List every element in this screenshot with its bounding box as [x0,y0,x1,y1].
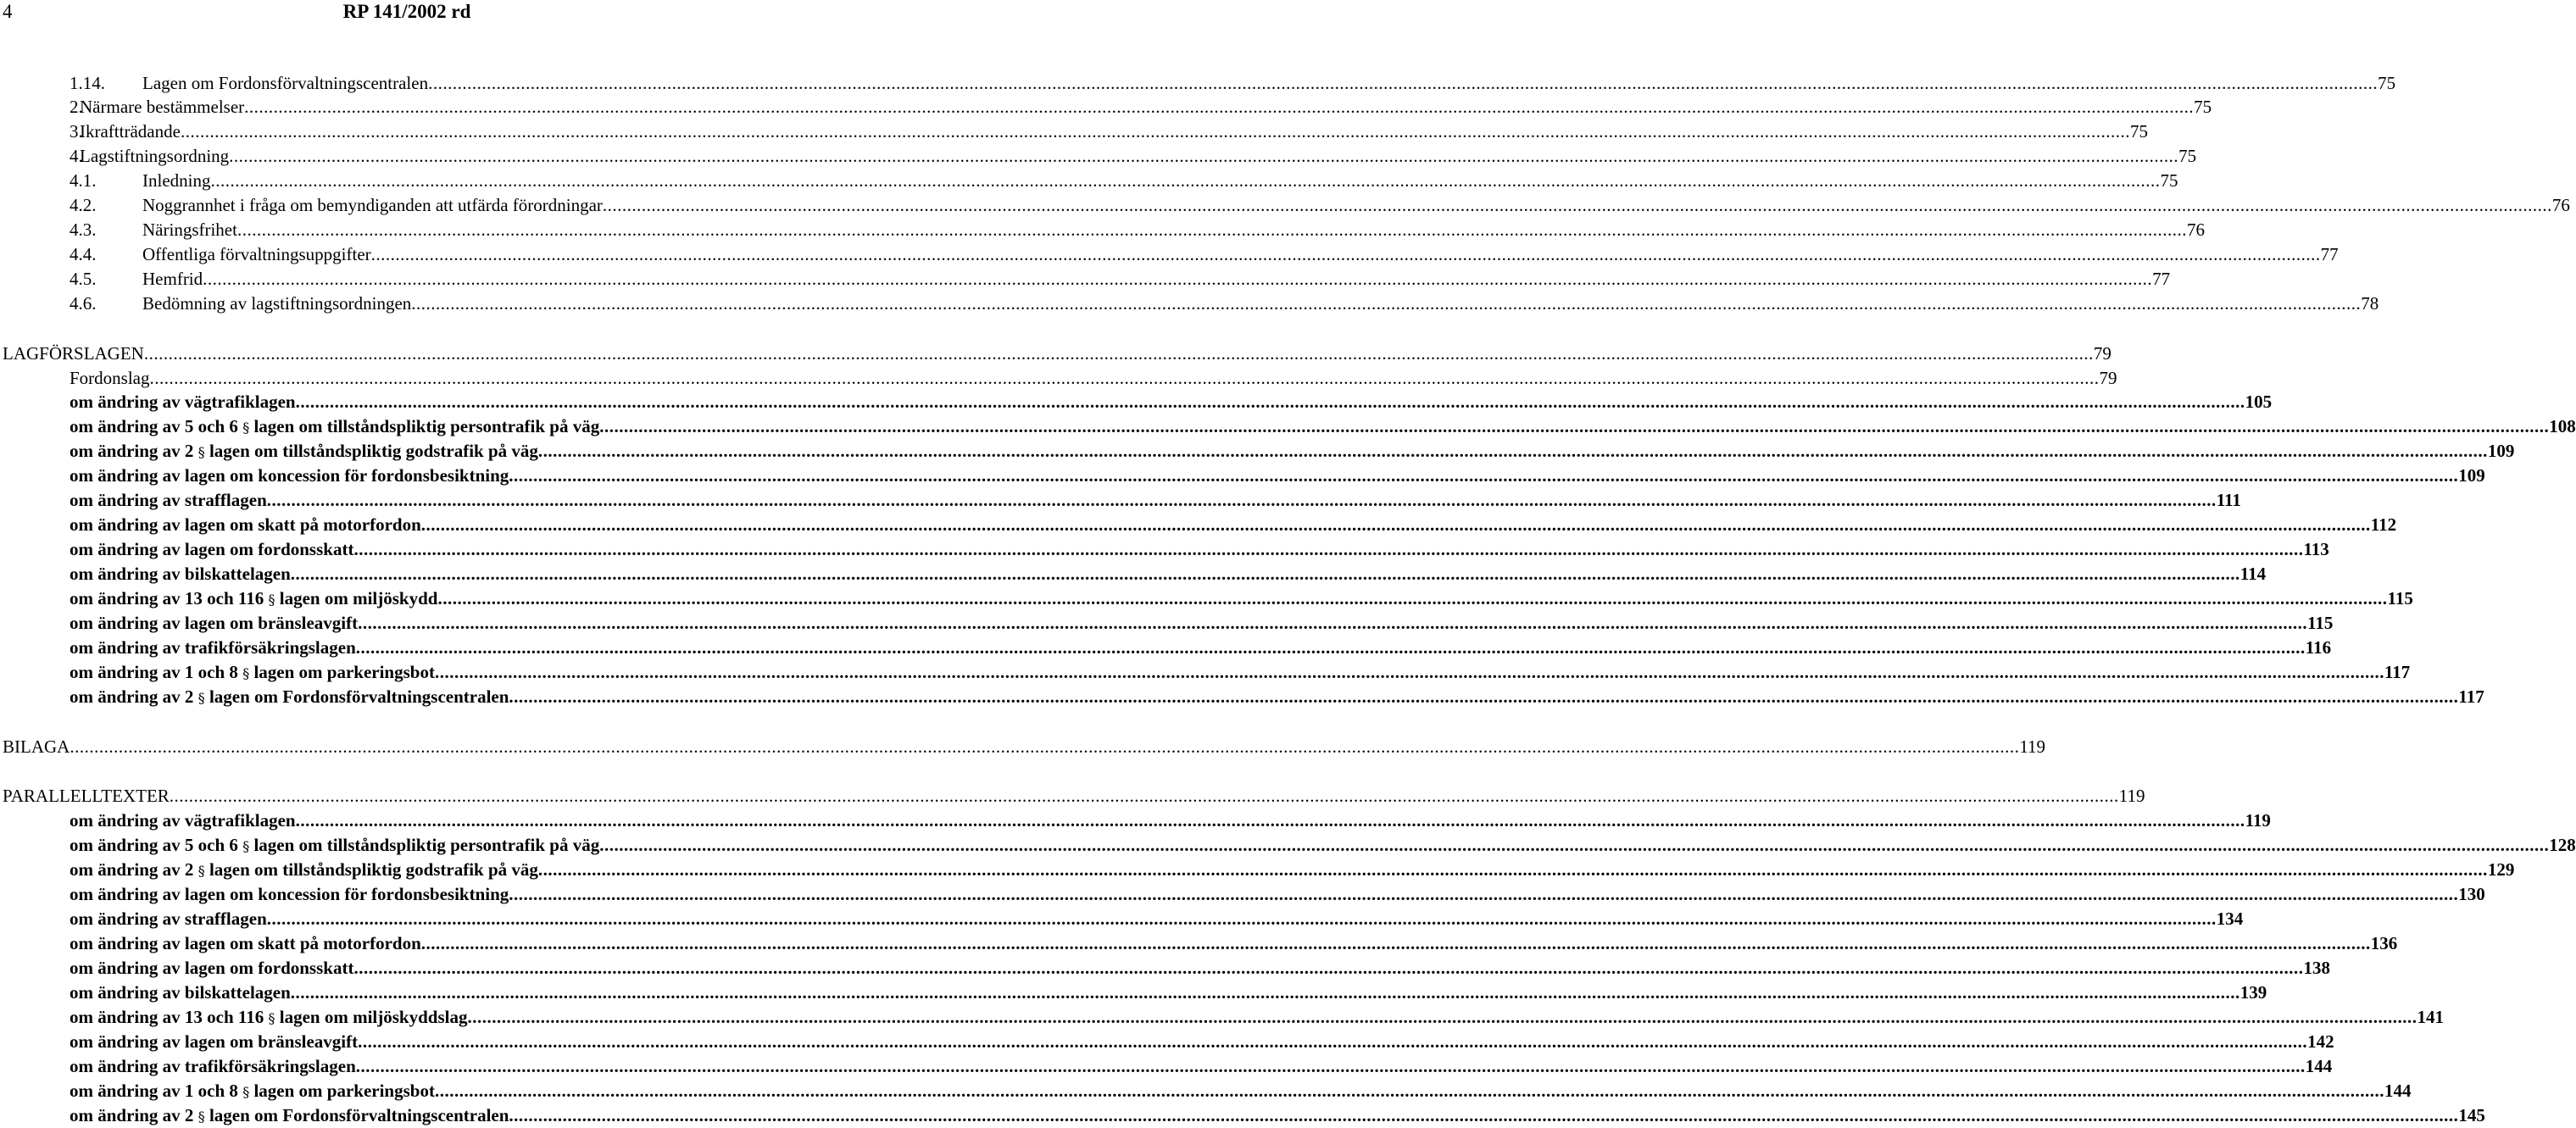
toc-entry[interactable] [70,1104,2485,1126]
toc-entry-title: Lagstiftningsordning [80,146,230,166]
toc-entry[interactable] [70,1055,2333,1077]
toc-entry-title: om ändring av 2 § lagen om tillståndspliktig godstrafik på väg [70,859,538,880]
toc-entry-title: om ändring av 2 § lagen om Fordonsförvaltningscentralen [70,686,509,707]
toc-entry-title: Fordonslag [70,368,150,388]
toc-entry[interactable] [70,464,2485,486]
toc-leader-dots: ................................................................................................................................................................................................................................................................................................................................................................................................................ [420,933,2371,953]
toc-entry[interactable] [3,342,2111,364]
toc-entry-title: om ändring av trafikförsäkringslagen [70,1056,356,1076]
toc-leader-dots: ................................................................................................................................................................................................................................................................................................................................................................................................................ [353,958,2304,978]
toc-entry-title: om ändring av 13 och 116 § lagen om miljöskydd [70,588,438,608]
toc-page-number: 119 [2245,810,2271,831]
toc-entry[interactable] [70,686,2484,708]
toc-page-number: 75 [2194,97,2212,117]
toc-leader-dots: ................................................................................................................................................................................................................................................................................................................................................................................................................ [295,392,2245,412]
toc-page-number: 119 [2118,786,2145,806]
toc-page-number: 134 [2216,909,2244,929]
page-number: 4 [3,1,13,22]
toc-page-number: 109 [2487,441,2515,461]
toc-page-number: 76 [2186,219,2205,240]
toc-leader-dots: ................................................................................................................................................................................................................................................................................................................................................................................................................ [180,121,2130,142]
toc-entry-title: om ändring av 2 § lagen om Fordonsförvaltningscentralen [70,1105,509,1125]
toc-entry[interactable] [70,538,2329,560]
toc-entry-title: om ändring av lagen om fordonsskatt [70,958,354,978]
toc-page-number: 79 [2093,343,2111,364]
toc-section-number: 4.6. [70,293,97,314]
toc-entry[interactable] [70,612,2334,634]
toc-leader-dots: ................................................................................................................................................................................................................................................................................................................................................................................................................ [290,982,2240,1003]
toc-entry-title: om ändring av lagen om skatt på motorfordon [70,514,421,535]
toc-page-number: 116 [2305,637,2332,658]
toc-leader-dots: ................................................................................................................................................................................................................................................................................................................................................................................................................ [602,195,2552,215]
toc-entry[interactable] [3,736,2046,758]
toc-entry[interactable] [70,661,2411,683]
toc-entry[interactable] [70,587,2413,609]
toc-leader-dots: ................................................................................................................................................................................................................................................................................................................................................................................................................ [467,1007,2417,1027]
toc-entry-title: BILAGA [3,736,70,757]
toc-entry-title: Närmare bestämmelser [80,97,245,117]
toc-leader-dots: ................................................................................................................................................................................................................................................................................................................................................................................................................ [353,539,2304,559]
toc-entry-title: Noggrannhet i fråga om bemyndiganden att utfärda förordningar [142,195,603,215]
toc-entry[interactable] [70,391,2273,413]
toc-entry[interactable] [70,514,2397,536]
toc-leader-dots: ................................................................................................................................................................................................................................................................................................................................................................................................................ [509,686,2459,707]
toc-entry-title: Lagen om Fordonsförvaltningscentralen [142,73,429,93]
toc-leader-dots: ................................................................................................................................................................................................................................................................................................................................................................................................................ [434,1081,2384,1101]
toc-leader-dots: ................................................................................................................................................................................................................................................................................................................................................................................................................ [509,465,2459,486]
toc-leader-dots: ................................................................................................................................................................................................................................................................................................................................................................................................................ [236,219,2187,240]
toc-entry-title: om ändring av lagen om bränsleavgift [70,613,359,633]
toc-page-number: 75 [2129,121,2148,142]
toc-page-number: 78 [2361,293,2379,314]
toc-leader-dots: ................................................................................................................................................................................................................................................................................................................................................................................................................ [428,73,2378,93]
toc-entry[interactable] [70,809,2271,831]
toc-leader-dots: ................................................................................................................................................................................................................................................................................................................................................................................................................ [295,810,2245,831]
toc-page-number: 130 [2458,884,2485,904]
toc-page-number: 79 [2099,368,2117,388]
toc-page-number: 114 [2239,564,2267,584]
toc-entry[interactable] [70,1031,2334,1053]
toc-leader-dots: ................................................................................................................................................................................................................................................................................................................................................................................................................ [509,884,2459,904]
toc-leader-dots: ................................................................................................................................................................................................................................................................................................................................................................................................................ [149,368,2100,388]
toc-section-number: 4.4. [70,244,97,264]
toc-entry-title: om ändring av 2 § lagen om tillståndspliktig godstrafik på väg [70,441,538,461]
toc-page-number: 141 [2417,1007,2444,1027]
toc-entry-title: PARALLELLTEXTER [3,786,170,806]
toc-page-number: 113 [2303,539,2329,559]
toc-leader-dots: ................................................................................................................................................................................................................................................................................................................................................................................................................ [537,859,2488,880]
toc-entry-title: Hemfrid [142,269,203,289]
toc-entry[interactable] [70,243,2339,265]
toc-entry[interactable] [70,908,2244,930]
toc-entry-title: om ändring av bilskattelagen [70,982,291,1003]
toc-leader-dots: ................................................................................................................................................................................................................................................................................................................................................................................................................ [370,244,2321,264]
toc-entry-title: om ändring av 1 och 8 § lagen om parkeringsbot [70,662,435,682]
toc-leader-dots: ................................................................................................................................................................................................................................................................................................................................................................................................................ [266,909,2217,929]
toc-entry[interactable] [70,1080,2412,1102]
toc-leader-dots: ................................................................................................................................................................................................................................................................................................................................................................................................................ [537,441,2488,461]
toc-entry-title: Inledning [142,170,211,191]
toc-entry[interactable] [70,72,2396,94]
toc-leader-dots: ................................................................................................................................................................................................................................................................................................................................................................................................................ [355,1056,2306,1076]
toc-entry[interactable] [70,440,2515,462]
toc-page-number: 75 [2378,73,2396,93]
toc-entry-title: om ändring av lagen om bränsleavgift [70,1031,359,1052]
toc-entry[interactable] [70,367,2117,389]
toc-entry[interactable] [70,883,2485,905]
toc-entry-title: om ändring av bilskattelagen [70,564,291,584]
toc-entry-title: Bedömning av lagstiftningsordningen [142,293,412,314]
toc-entry[interactable] [70,1006,2444,1028]
toc-leader-dots: ................................................................................................................................................................................................................................................................................................................................................................................................................ [358,1031,2308,1052]
toc-entry[interactable] [70,219,2205,241]
toc-entry-title: om ändring av lagen om koncession för fordonsbesiktning [70,884,509,904]
toc-entry[interactable] [70,957,2330,979]
toc-page-number: 117 [2384,662,2411,682]
toc-page-number: 77 [2152,269,2171,289]
toc-entry-title: om ändring av strafflagen [70,490,267,510]
toc-entry[interactable]: 3. Ikraftträdande ................................................................................................................................................................................................................................................................................................................................................................................................................ 75 [70,121,2148,142]
toc-entry[interactable] [70,834,2576,856]
toc-leader-dots: ................................................................................................................................................................................................................................................................................................................................................................................................................ [229,146,2179,166]
toc-entry[interactable]: 2. Närmare bestämmelser ................................................................................................................................................................................................................................................................................................................................................................................................................ 75 [70,97,2212,117]
toc-page-number: 75 [2160,170,2178,191]
toc-entry-title: om ändring av 13 och 116 § lagen om miljöskyddslag [70,1007,468,1027]
toc-page-number: 76 [2551,195,2570,215]
toc-leader-dots: ................................................................................................................................................................................................................................................................................................................................................................................................................ [420,514,2371,535]
toc-leader-dots: ................................................................................................................................................................................................................................................................................................................................................................................................................ [599,416,2550,436]
toc-entry-title: om ändring av 5 och 6 § lagen om tillståndspliktig persontrafik på väg [70,416,600,436]
toc-leader-dots: ................................................................................................................................................................................................................................................................................................................................................................................................................ [509,1105,2459,1125]
toc-entry-title: om ändring av trafikförsäkringslagen [70,637,356,658]
toc-page-number: 108 [2549,416,2576,436]
toc-leader-dots: ................................................................................................................................................................................................................................................................................................................................................................................................................ [290,564,2240,584]
toc-entry-title: om ändring av vägtrafiklagen [70,392,296,412]
toc-entry[interactable] [70,268,2171,290]
toc-leader-dots: ................................................................................................................................................................................................................................................................................................................................................................................................................ [210,170,2161,191]
toc-entry-title: om ändring av lagen om skatt på motorfordon [70,933,421,953]
toc-page-number: 111 [2216,490,2241,510]
toc-page-number: 115 [2307,613,2334,633]
toc-page-number: 138 [2303,958,2330,978]
toc-leader-dots: ................................................................................................................................................................................................................................................................................................................................................................................................................ [203,269,2153,289]
toc-leader-dots: ................................................................................................................................................................................................................................................................................................................................................................................................................ [599,835,2550,855]
toc-entry[interactable] [70,636,2332,658]
toc-page-number: 77 [2320,244,2339,264]
toc-entry[interactable] [70,932,2398,954]
toc-page-number: 105 [2245,392,2273,412]
toc-entry[interactable] [70,563,2267,585]
toc-page-number: 144 [2384,1081,2412,1101]
toc-entry-title: om ändring av 5 och 6 § lagen om tillståndspliktig persontrafik på väg [70,835,600,855]
toc-page-number: 117 [2458,686,2484,707]
toc-section-number: 4.1. [70,170,97,191]
toc-page-number: 144 [2305,1056,2333,1076]
toc-entry-title: Offentliga förvaltningsuppgifter [142,244,371,264]
toc-entry[interactable]: 4. Lagstiftningsordning ................................................................................................................................................................................................................................................................................................................................................................................................................ 75 [70,146,2197,166]
toc-page-number: 136 [2370,933,2398,953]
toc-page-number: 109 [2458,465,2485,486]
toc-leader-dots: ................................................................................................................................................................................................................................................................................................................................................................................................................ [266,490,2217,510]
toc-section-number: 1.14. [70,73,105,93]
page-header [0,0,814,25]
toc-section-number: 4.3. [70,219,97,240]
toc-leader-dots: ................................................................................................................................................................................................................................................................................................................................................................................................................ [70,736,2020,757]
toc-page-number: 139 [2239,982,2267,1003]
toc-entry[interactable] [70,292,2379,314]
document-id: RP 141/2002 rd [342,1,471,22]
toc-leader-dots: ................................................................................................................................................................................................................................................................................................................................................................................................................ [411,293,2362,314]
toc-entry[interactable] [70,415,2576,437]
toc-entry[interactable] [70,859,2515,881]
toc-leader-dots: ................................................................................................................................................................................................................................................................................................................................................................................................................ [358,613,2308,633]
toc-leader-dots: ................................................................................................................................................................................................................................................................................................................................................................................................................ [244,97,2195,117]
toc-leader-dots: ................................................................................................................................................................................................................................................................................................................................................................................................................ [437,588,2388,608]
toc-entry-title: om ändring av vägtrafiklagen [70,810,296,831]
toc-page-number: 142 [2307,1031,2334,1052]
toc-section-number: 4.2. [70,195,97,215]
toc-page-number: 115 [2387,588,2413,608]
toc-entry[interactable] [70,489,2241,511]
toc-page-number: 129 [2487,859,2515,880]
toc-entry[interactable] [70,169,2178,192]
toc-leader-dots: ................................................................................................................................................................................................................................................................................................................................................................................................................ [169,786,2119,806]
toc-section-number: 4.5. [70,269,97,289]
toc-page-number: 75 [2178,146,2197,166]
toc-entry-title: LAGFÖRSLAGEN [3,343,144,364]
toc-page-number: 145 [2458,1105,2485,1125]
toc-leader-dots: ................................................................................................................................................................................................................................................................................................................................................................................................................ [143,343,2094,364]
toc-leader-dots: ................................................................................................................................................................................................................................................................................................................................................................................................................ [434,662,2384,682]
toc-page-number: 128 [2549,835,2576,855]
toc-entry-title: om ändring av lagen om koncession för fordonsbesiktning [70,465,509,486]
toc-entry[interactable] [70,981,2267,1003]
toc-entry-title: Näringsfrihet [142,219,237,240]
toc-entry-title: Ikraftträdande [80,121,181,142]
toc-entry-title: om ändring av strafflagen [70,909,267,929]
toc-page-number: 119 [2019,736,2046,757]
toc-entry-title: om ändring av lagen om fordonsskatt [70,539,354,559]
toc-page-number: 112 [2370,514,2397,535]
toc-entry[interactable] [3,785,2145,807]
toc-entry-title: om ändring av 1 och 8 § lagen om parkeringsbot [70,1081,435,1101]
toc-entry[interactable] [70,194,2570,216]
toc-leader-dots: ................................................................................................................................................................................................................................................................................................................................................................................................................ [355,637,2306,658]
